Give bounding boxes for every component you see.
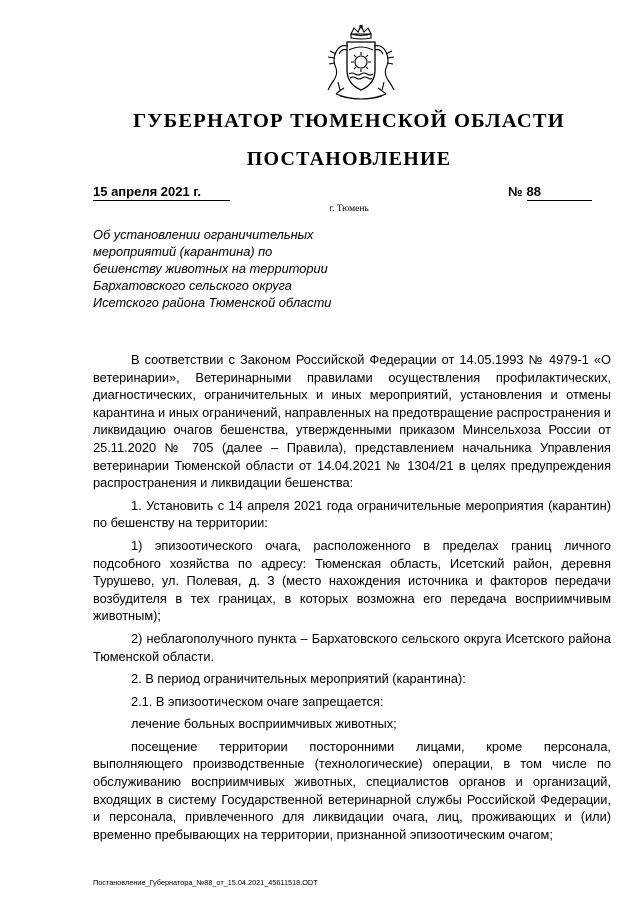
- file-name-footer: Постановление_Губернатора_№88_от_15.04.2021_45611518.ODT: [93, 878, 318, 887]
- city-label: г. Тюмень: [329, 204, 369, 214]
- coat-of-arms-icon: [318, 24, 404, 106]
- document-number: [508, 184, 604, 201]
- document-date: 15 апреля 2021 г.: [93, 184, 230, 201]
- subject-line: Бархатовского сельского округа: [93, 278, 292, 293]
- body-paragraph: 2) неблагополучного пункта – Бархатовского сельского округа Исетского района Тюменской области.: [93, 630, 611, 664]
- subject-line: Исетского района Тюменской области: [93, 295, 332, 310]
- body-paragraph: 2.1. В эпизоотическом очаге запрещается:: [131, 693, 384, 709]
- document-subject: [93, 226, 383, 311]
- number-prefix: №: [508, 184, 523, 199]
- subject-line: мероприятий (карантина) по: [93, 244, 273, 259]
- number-value: 88: [527, 184, 592, 201]
- subject-line: бешенству животных на территории: [93, 261, 328, 276]
- body-paragraph: 1) эпизоотического очага, расположенного в пределах границ личного подсобного хозяйства по адресу: Тюменская область, Исетский район, деревня Турушево, ул. Полевая, д. 3 (место нахождения источника и факторов передачи возбудителя в тех границах, в которых возможна его передача восприимчивым животным);: [93, 537, 611, 624]
- body-paragraph: посещение территории посторонними лицами, кроме персонала, выполняющего производственные (технологические) операции, в том числе по обслуживанию восприимчивых животных, специалистов органов и организаций, входящих в систему Государственной ветеринарной службы Российской Федерации, и персонала, привлеченного для ликвидации очага, лиц, проживающих и (или) временно пребывающих на территории, признанной эпизоотическим очагом;: [93, 738, 611, 842]
- document-type: ПОСТАНОВЛЕНИЕ: [246, 148, 452, 170]
- governor-title: ГУБЕРНАТОР ТЮМЕНСКОЙ ОБЛАСТИ: [133, 110, 565, 132]
- subject-line: Об установлении ограничительных: [93, 227, 314, 242]
- body-paragraph: 2. В период ограничительных мероприятий (карантина):: [131, 671, 466, 687]
- body-paragraph: В соответствии с Законом Российской Федерации от 14.05.1993 № 4979-1 «О ветеринарии», Ветеринарными правилами осуществления профилактических, диагностических, ограничительных и иных мероприятий, установления и отмены карантина и иных ограничений, направленных на предотвращение распространения и ликвидацию очагов бешенства, утвержденными приказом Минсельхоза России от 25.11.2020 № 705 (далее – Правила), представлением начальника Управления ветеринарии Тюменской области от 14.04.2021 № 1304/21 в целях предупреждения распространения и ликвидации бешенства:: [93, 352, 611, 491]
- document-body: [93, 351, 611, 848]
- body-paragraph: 1. Установить с 14 апреля 2021 года ограничительные мероприятия (карантин) по бешенству на территории:: [93, 497, 611, 531]
- body-paragraph: лечение больных восприимчивых животных;: [131, 716, 397, 732]
